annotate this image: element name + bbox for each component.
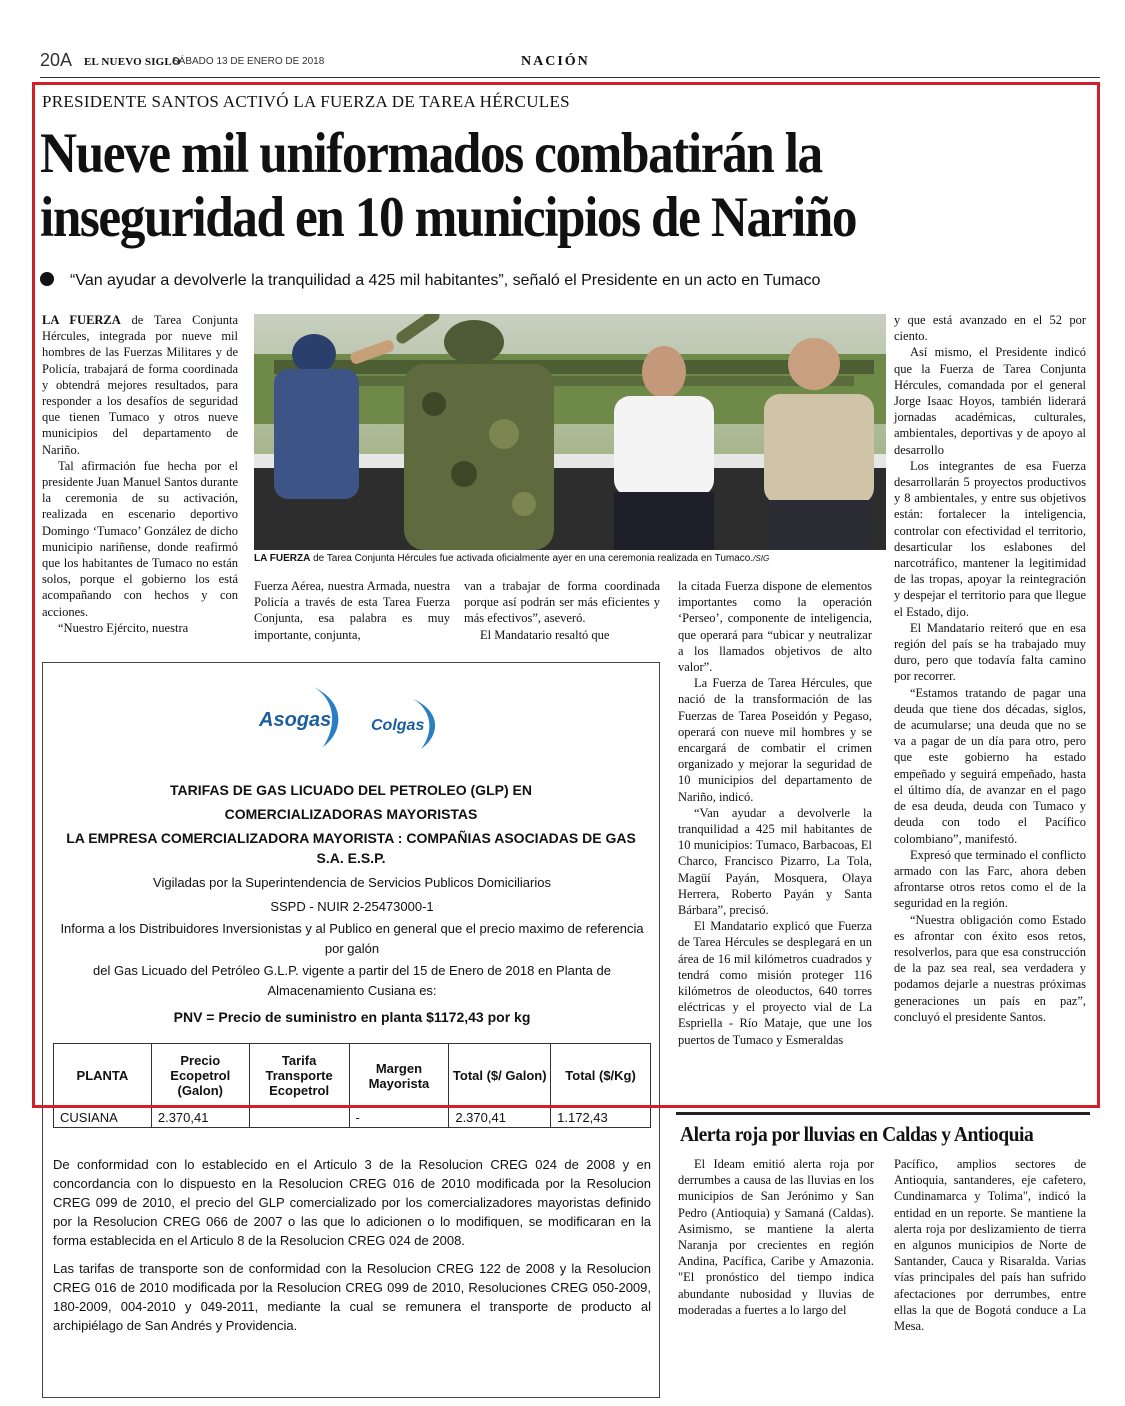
newspaper-name: EL NUEVO SIGLO [84, 56, 181, 68]
photo-caption [254, 553, 886, 564]
paragraph: El Ideam emitió alerta roja por derrumbes a causa de las lluvias en los municipios de San Jerónimo y San Pedro (Antioquia) y Samaná (Caldas). Asimismo, se mantiene la alerta Naranja por crecientes en región Andina, Pacífica, Caribe y Amazonia. "El pronóstico del tiempo indica abundante nubosidad y lluvias de moderadas a fuertes a lo largo del [678, 1157, 874, 1317]
ad-pnv-line: PNV = Precio de suministro en planta $1172,43 por kg [173, 1009, 531, 1025]
paragraph: “Estamos tratando de pagar una deuda que tiene dos décadas, siglos, de acumularse; una deuda que no se va a pagar de un día para otro, pero que este gobierno ha estado empeñado y seguirá empeñado, hasta el último día, de avanzar en el pago de esa deuda, deuda con Tumaco y deuda con todo el Pacífico colombiano”, manifestó. [894, 685, 1086, 846]
lead-in: LA FUERZA [42, 313, 121, 327]
article-column-4 [678, 578, 872, 1048]
ad-title-2: COMERCIALIZADORAS MAYORISTAS [224, 806, 478, 822]
article-column-1 [42, 312, 238, 636]
ad-title-3: LA EMPRESA COMERCIALIZADORA MAYORISTA : COMPAÑIAS ASOCIADAS DE GAS [66, 830, 636, 846]
ad-inform-line: Informa a los Distribuidores Inversionistas y al Publico en general que el precio maximo de referencia por galón [60, 921, 644, 956]
table-cell: 2.370,41 [151, 1108, 249, 1128]
paragraph [42, 312, 238, 458]
page-header [40, 50, 1100, 78]
table-header: Margen Mayorista [349, 1044, 449, 1108]
table-header: Total ($/Kg) [551, 1044, 651, 1108]
article-headline: Nueve mil uniformados combatirán la inseguridad en 10 municipios de Nariño [40, 122, 857, 249]
article-column-3 [464, 578, 660, 643]
bullet-icon [40, 272, 54, 286]
ad-title-4: S.A. E.S.P. [316, 850, 386, 866]
table-header: Total ($/ Galon) [449, 1044, 551, 1108]
ad-title-1: TARIFAS DE GAS LICUADO DEL PETROLEO (GLP) EN [170, 782, 532, 798]
ceremony-photo [254, 314, 886, 550]
company-logos [253, 683, 453, 753]
logo-colgas: Colgas [371, 717, 425, 734]
paragraph: “Van ayudar a devolverle la tranquilidad a 425 mil habitantes de 10 municipios: Tumaco, Barbacoas, El Charco, Francisco Pizarro, La Tola, Magüí Payán, Mosquera, Olaya Herrera, Roberto Payán y Santa Bárbara”, precisó. [678, 805, 872, 918]
tariff-table [53, 1043, 651, 1128]
table-cell: - [349, 1108, 449, 1128]
ceremony-illustration [254, 314, 886, 550]
caption-text: de Tarea Conjunta Hércules fue activada oficialmente ayer en una ceremonia realizada en Tumaco. [310, 553, 754, 564]
page-number: 20A [40, 50, 73, 70]
article2-headline: Alerta roja por lluvias en Caldas y Antioquia [680, 1122, 1034, 1146]
paragraph-text: de Tarea Conjunta Hércules, integrada por nueve mil hombres de las Fuerzas Militares y de Policía, trabajará de forma coordinada y obtendrá mejores resultados, para responder a los desafíos de seguridad que tienen Tumaco y otros nueve municipios del departamento de Nariño. [42, 313, 238, 457]
article-subhead [40, 272, 1090, 290]
ad-legal-paragraph-2: Las tarifas de transporte son de conformidad con la Resolucion CREG 122 de 2008 y la Resolucion CREG 016 de 2010 modificada por la Resolucion CREG 099 de 2010, Resoluciones CREG 050-2009, 180-2009, 004-2010 y 049-2011, mediante la cual se remunera el transporte de producto al archipiélago de San Andrés y Providencia. [53, 1261, 651, 1333]
caption-lead: LA FUERZA [254, 553, 311, 564]
table-cell: 1.172,43 [551, 1108, 651, 1128]
table-header-row [54, 1044, 651, 1108]
table-row [54, 1108, 651, 1128]
article-column-5 [894, 312, 1086, 1025]
paragraph: y que está avanzado en el 52 por ciento. [894, 313, 1086, 344]
paragraph: “Nuestro Ejército, nuestra [58, 620, 189, 635]
article-divider [676, 1112, 1090, 1115]
paragraph: El Mandatario reiteró que en esa región del país se ha trabajado muy duro, pero que todavía falta camino por recorrer. [894, 620, 1086, 684]
paragraph: “Nuestra obligación como Estado es afrontar con éxito esos retos, resolverlos, para que esa construcción de la paz sea real, sea verdadera y podamos dejarle a nuestras próximas generaciones un país en paz”, concluyó el presidente Santos. [894, 912, 1086, 1024]
article-column-2 [254, 578, 450, 643]
ad-legal-paragraph-1: De conformidad con lo establecido en el Articulo 3 de la Resolucion CREG 024 de 2008 y en concordancia con lo dispuesto en la Resolucion CREG 016 de 2010 modificada por la Resolucion CREG 099 de 2010, el precio del GLP comercializado por los comercializadores mayoristas definido por la Resolucion CREG 066 de 2007 o las que lo adicionen o lo modifiquen, se modificaran en la forma establecida en el Articulo 8 de la Resolucion CREG 024 de 2008. [53, 1157, 651, 1248]
table-cell: CUSIANA [54, 1108, 152, 1128]
paragraph: Expresó que terminado el conflicto armado con las Farc, ahora deben afrontarse otros retos como el de la seguridad en la región. [894, 847, 1086, 911]
paragraph: Los integrantes de esa Fuerza desarrollarán 5 proyectos productivos y 8 ambientales, y entre sus objetivos están: fortalecer la inteligencia, controlar con efectividad el territorio, desarticular los eslabones del narcotráfico, mantener la legitimidad de las tropas, apoyar la reintegración y despejar el territorio para que llegue el Estado, dijo. [894, 458, 1086, 619]
paragraph: El Mandatario resaltó que [480, 627, 610, 642]
table-header: Tarifa Transporte Ecopetrol [249, 1044, 349, 1108]
article2-column-1 [678, 1156, 874, 1318]
table-cell [249, 1108, 349, 1128]
paragraph: Así mismo, el Presidente indicó que la Fuerza de Tarea Conjunta Hércules, comandada por el general Jorge Isaac Hoyos, también liderará jornadas académicas, culturales, ambientales, deportivas y de apoyo al desarrollo [894, 345, 1086, 457]
article-kicker: PRESIDENTE SANTOS ACTIVÓ LA FUERZA DE TAREA HÉRCULES [42, 92, 570, 111]
table-header: PLANTA [54, 1044, 152, 1108]
paragraph: La Fuerza de Tarea Hércules, que nació de la transformación de las Fuerzas de Tarea Poseidón y Pegaso, operará con nueve mil hombres y se encargará de combatir el crimen organizado y mejorar la seguridad de 10 municipios del departamento de Nariño, indicó. [678, 676, 872, 804]
section-name: NACIÓN [521, 54, 590, 69]
paragraph: van a trabajar de forma coordinada porque así podrán ser más eficientes y más efectivos”, aseveró. [464, 579, 660, 626]
photo-credit: /SIG [753, 554, 770, 563]
issue-date: SÁBADO 13 DE ENERO DE 2018 [172, 56, 325, 67]
paragraph: Pacífico, amplios sectores de Antioquia, santanderes, eje cafetero, Cundinamarca y Tolima", indicó la entidad en un reporte. Se mantiene la alerta roja por deslizamiento de tierra en algunos municipios de Norte de Santander, Cauca y Risaralda. Varias vías principales del país han sufrido afectaciones por derrumbes, entre ellas la que de Bogotá conduce a La Mesa. [894, 1157, 1086, 1334]
gas-tariff-ad [42, 662, 660, 1398]
table-header: Precio Ecopetrol (Galon) [151, 1044, 249, 1108]
article2-column-2 [894, 1156, 1086, 1334]
table-cell: 2.370,41 [449, 1108, 551, 1128]
paragraph: la citada Fuerza dispone de elementos importantes como la operación ‘Perseo’, componente de inteligencia, que operará para “ubicar y neutralizar a los llamados objetivos de alto valor”. [678, 579, 872, 675]
ad-validity-line: del Gas Licuado del Petróleo G.L.P. vigente a partir del 15 de Enero de 2018 en Planta de Almacenamiento Cusiana es: [93, 963, 611, 998]
logo-asogas: Asogas [259, 709, 332, 731]
ad-regulator-line: Vigiladas por la Superintendencia de Servicios Publicos Domiciliarios [153, 875, 551, 890]
paragraph: Tal afirmación fue hecha por el presidente Juan Manuel Santos durante la ceremonia de su activación, realizada en escenario deportivo Domingo ‘Tumaco’ González de dicho municipio nariñense, donde reafirmó que los habitantes de Tumaco no están solos, porque el gobierno los está acompañando con hechos y con acciones. [42, 458, 238, 619]
subhead-text: “Van ayudar a devolverle la tranquilidad a 425 mil habitantes”, señaló el Presidente en un acto en Tumaco [70, 272, 821, 289]
paragraph: Fuerza Aérea, nuestra Armada, nuestra Policía a través de esta Tarea Fuerza Conjunta, esa palabra es muy importante, conjunta, [254, 579, 450, 642]
ad-nuir-line: SSPD - NUIR 2-25473000-1 [270, 899, 434, 914]
paragraph: El Mandatario explicó que Fuerza de Tarea Hércules se desplegará en un área de 16 mil kilómetros cuadrados y tendrá como misión proteger 116 kilómetros de oleoductos, 640 torres eléctricas y el proyecto vial de La Espriella - Río Mataje, que une los puertos de Tumaco y Esmeraldas [678, 919, 872, 1047]
